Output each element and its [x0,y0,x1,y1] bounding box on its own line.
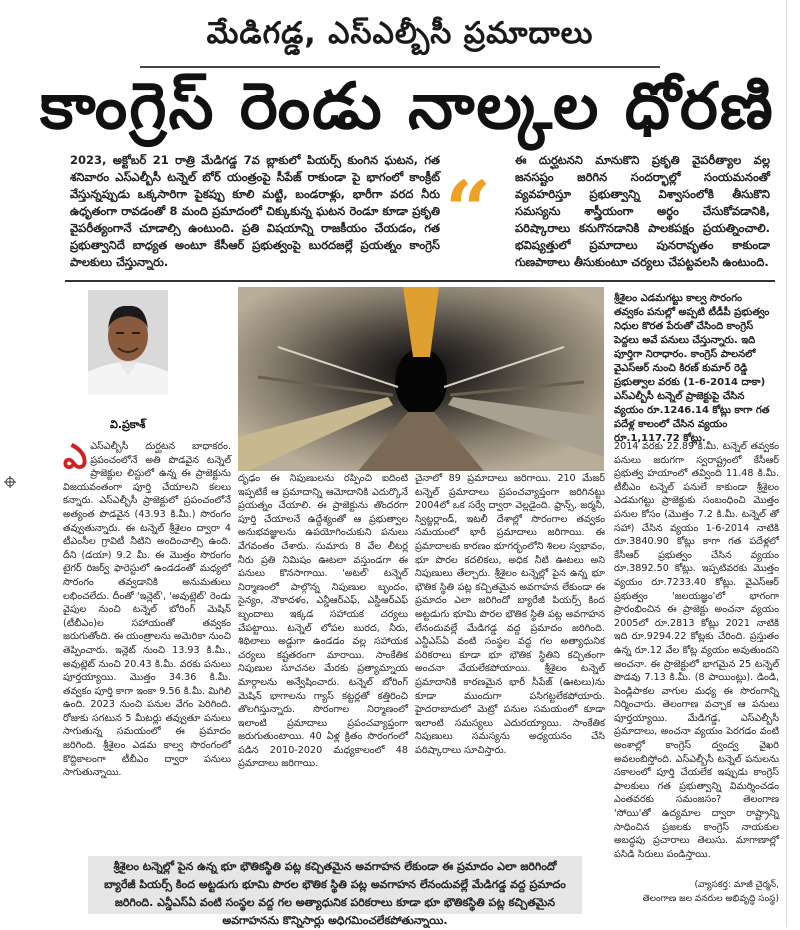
byline-role: (వ్యాసకర్త: మాజీ చైర్మన్, [694,880,779,890]
photo-caption: శ్రీశైలం ఎడమగట్టు కాల్వ సొరంగం తవ్వకం పనుల్లో అప్పటి టీడీపీ ప్రభుత్వం నిధుల కొరత పేరుతో చేసింది కాంగ్రెస్ పెద్దలు అవే పనులు చేస్తున్నారు. ఇది పూర్తిగా నిరాధారం. కాంగ్రెస్ పాలనలో వైఎస్ఆర్ నుంచి కిరణ్ కుమార్ రెడ్డి ప్రభుత్వాల వరకు (1-6-2014 దాకా) ఎస్ఎల్బీసీ టన్నెల్ ప్రాజెక్టుపై చేసిన వ్యయం రూ.1246.14 కోట్లు కాగా గత పదేళ్ల కాలంలో చేసిన వ్యయం రూ.1,117.72 కోట్లు. [614,293,770,444]
author-byline [614,878,779,914]
article-kicker: మేడిగడ్డ, ఎస్ఎల్బీసీ ప్రమాదాలు [206,16,594,51]
body-column-4: 2014 వరకు 22.89 కి.మీ. టన్నెల్ తవ్వకం పనులు జరుగగా స్వరాష్ట్రంలో కేసీఆర్ ప్రభుత్వ హయాంలో తవ్వింది 11.48 కి.మీ. టీబీఎం టన్నెల్ పనులే కాకుండా శ్రీశైలం ఎడమగట్టు ప్రాజెక్టుకు సంబంధించి మొత్తం పనుల కోసం (మొత్తం 7.2 కి.మీ. టన్నెల్ తో సహా) చేసిన వ్యయం 1-6-2014 నాటికి రూ.3840.90 కోట్లు కాగా గత పదేళ్లలో కేసీఆర్ ప్రభుత్వం చేసిన వ్యయం రూ.3892.50 కోట్లు. ఇప్పటివరకు మొత్తం వ్యయం రూ.7233.40 కోట్లు. వైఎస్ఆర్ ప్రభుత్వం 'జలయజ్ఞం'లో భాగంగా ప్రారంభించిన ఈ ప్రాజెక్టు అంచనా వ్యయం 2005లో రూ.2813 కోట్లు 2021 నాటికి ఇది రూ.9294.22 కోట్లకు చేరింది. ప్రస్తుతం ఉన్న రూ.12 వేల కోట్ల వ్యయం అవుతుందని అంచనా. ఈ ప్రాజెక్టులో భాగమైన 25 టన్నెల్ పొడవు 7.13 కి.మీ. (8 పాయింట్లు). డిండి, పెండ్లిపాకల వాగుల మధ్య ఈ సొరంగాన్ని నిర్మించారు. తెలంగాణ వచ్చాక ఆ పనులు పూర్తయ్యాయి. మేడిగడ్డ, ఎస్ఎల్బీసీ ప్రమాదాలు, అంచనా వ్యయం పెరగడం వంటి అంశాల్లో కాంగ్రెస్ ద్వంద్వ వైఖరి అవలంబిస్తోంది. ఎస్ఎల్బీసీ టన్నెల్ పనులను సకాలంలో పూర్తి చేయలేక ఇప్పుడు కాంగ్రెస్ పాలకులు గత ప్రభుత్వాన్ని విమర్శించడం ఎంతవరకు సమంజసం? తెలంగాణ 'సోయి'తో ఉద్యమాల ద్వారా రాష్ట్రాన్ని సాధించిన ప్రజలకు కాంగ్రెస్ నాయకుల అబద్ధపు ప్రచారాలు తెలుసు. మాగాణాల్లో పసిడి సిరులు పండిస్తాయి. [614,441,779,860]
page-edge [786,0,787,927]
body-column-2: దృఢం ఈ నిపుణులను రప్పించి ఐదింటి ఇప్పటికే ఆ ప్రమాదాన్ని ఆమోదానికి ఎదుర్కొనే ప్రయత్నం చేయాలి. ఈ ప్రాజెక్టును తొందరగా పూర్తి చేయాలనే ఉద్దేశ్యంతో ఆ ప్రభుత్వాల అనుభవజ్ఞులను ఉపయోగించుకుని పనులు వేగవంతం చేశారు. సుమారు 8 వేల లీటర్ల నీరు ప్రతి నిమిషం ఊటలా వస్తుండగా ఈ పనులు కొనసాగాయి. 'అటల్' టన్నెల్ నిర్మాణంలో పాల్గొన్న నిపుణుల బృందం, సైన్యం, నౌకాదళం, ఎన్డీఆర్ఎఫ్, ఎస్డీఆర్ఎఫ్ బృందాలు ఇక్కడ సహాయక చర్యలు చేపట్టాయి. టన్నెల్ లోపల బురద, నీరు, శిథిలాలు అడ్డుగా ఉండడం వల్ల సహాయక చర్యలు కష్టతరంగా మారాయి. సాంకేతిక నిపుణుల సూచనల మేరకు ప్రత్యామ్నాయ మార్గాలను అన్వేషించారు. టన్నెల్ బోరింగ్ మెషిన్ భాగాలను గ్యాస్ కట్టర్లతో కత్తిరించి తొలగిస్తున్నారు. సొరంగాల నిర్మాణంలో ఇలాంటి ప్రమాదాలు ప్రపంచవ్యాప్తంగా జరుగుతుంటాయి. 40 ఏళ్ల క్రితం సొరంగంలో పడిన 2010-2020 మధ్యకాలంలో 48 ప్రమాదాలు జరిగాయి. [238,473,408,770]
section-divider [65,280,775,282]
article-headline: కాంగ్రెస్ రెండు నాల్కల ధోరణి [40,70,775,144]
drop-cap: ఎ [63,437,88,477]
author-portrait-icon [88,290,168,395]
lead-paragraph-left: 2023, అక్టోబర్ 21 రాత్రి మేడిగడ్డ 7వ బ్లాకులో పియర్స్ కుంగిన ఘటన, గత శనివారం ఎస్ఎల్బీసీ టన్నెల్ బోర్ యంత్రంపై సీపేజ్ రాకుండా పై భాగంలో కాంక్రీట్ వేస్తున్నప్పుడు ఒక్కసారిగా పైకప్పు కూలి మట్టి, బండరాళ్లు, భారీగా వరద నీరు ఉధృతంగా రావడంతో 8 మంది ప్రమాదంలో చిక్కుకున్న ఘటన రెండూ కూడా ప్రకృతి వైపరీత్యంగానే చూడాల్సి ఉంటుంది. ప్రతి విషయాన్ని రాజకీయం చేయడం, గత ప్రభుత్వానిదే బాధ్యత అంటూ కేసీఆర్ ప్రభుత్వంపై బురదజల్లే ప్రయత్నం కాంగ్రెస్ పాలకులు చేస్తున్నారు. [70,153,440,269]
body-column-1 [63,437,231,856]
tunnel-photo [238,287,604,471]
kicker-underline [140,66,660,68]
lead-paragraph-right: ఈ దుర్ఘటనని మానుకొని ప్రకృతి వైపరీత్యాల వల్ల జనసష్టం జరిగిన సందర్భాల్లో సంయమనంతో వ్యవహరిస్తూ ప్రభుత్వాన్ని విశ్వాసంలోకి తీసుకొని సమస్యను శాస్త్రీయంగా అర్థం చేసుకోవడానికి, పరిష్కారాలు కనుగొనడానికి పాలకపక్షం ప్రయత్నించాలి. భవిష్యత్తులో ప్రమాదాలు పునరావృతం కాకుండా గుణపాఠాలు తీసుకుంటూ చర్యలు చేపట్టవలసి ఉంటుంది. [515,153,770,269]
author-photo [88,290,168,395]
author-name: వి.ప్రకాశ్ [110,418,146,431]
registration-mark-icon [4,476,16,488]
body-column-3: చైనాలో 89 ప్రమాదాలు జరిగాయి. 210 మేజర్ టన్నెల్ ప్రమాదాలు ప్రపంచవ్యాప్తంగా జరిగినట్టు 2004లో ఒక సర్వే ద్వారా వెల్లడైంది. ఫ్రాన్స్, జర్మనీ, స్విట్జర్లాండ్, ఇటలీ దేశాల్లో సొరంగాల తవ్వకం సమయంలో భారీ ప్రమాదాలు జరిగాయి. ఈ ప్రమాదాలకు కారణం భూగర్భంలోని శిలల స్వభావం, భూ పొరల కదలికలు, అధిక నీటి ఊటలు అని నిపుణులు తేల్చారు. శ్రీశైలం టన్నెల్లో పైన ఉన్న భూ భౌతిక స్థితి పట్ల కచ్చితమైన అవగాహన లేకుండా ఈ ప్రమాదం ఎలా జరిగిందో బ్యారేజీ పియర్స్ కింద అట్టడుగు భూమి పొరల భౌతిక స్థితి పట్ల అవగాహన లేనందువల్లే మేడిగడ్డ వద్ద ప్రమాదం జరిగింది. ఎన్డీఎస్ఏ వంటి సంస్థల వద్ద గల అత్యాధునిక పరికరాలు కూడా భూ భౌతిక స్థితిని కచ్చితంగా అంచనా వేయలేకపోయాయి. శ్రీశైలం టన్నెల్ ప్రమాదానికి కారణమైన భారీ సీపేజ్ (ఊటలు)ను కూడా ముందుగా పసిగట్టలేకపోయారు. హైదరాబాదులో మెట్రో పనుల సమయంలో కూడా ఇలాంటి సమస్యలు ఎదురయ్యాయి. సాంకేతిక నిపుణులు సమస్యను అధ్యయనం చేసి పరిష్కారాలు సూచిస్తారు. [415,473,605,756]
tunnel-image-icon [238,287,604,471]
body-column-1-text: ఎస్ఎల్బీసీ దుర్ఘటన బాధాకరం. ప్రపంచంలోనే అతి పొడవైన టన్నెల్ ప్రాజెక్టుల లిస్టులో ఉన్న ఈ ప్రాజెక్టును విజయవంతంగా పూర్తి చేయాలని కలలు కన్నారు. ఎస్ఎల్బీసీ ప్రాజెక్టులో ప్రపంచంలోనే అత్యంత పొడవైన (43.93 కి.మీ.) సొరంగం తవ్వుతున్నారు. ఈ టన్నెల్ శ్రీశైలం ద్వారా 4 టీఎంసీల గ్రావిటీ నీటిని అందించాల్సి ఉంది. దీని (డయా) 9.2 మీ. ఈ మొత్తం సొరంగం టైగర్ రిజర్వ్ ఫారెస్టులో ఉండడంతో మధ్యలో సొరంగం తవ్వడానికి అనుమతులు లభించలేదు. దీంతో 'ఇన్లెట్', 'అవుట్లెట్' రెండు వైపుల నుంచి టన్నెల్ బోరింగ్ మెషిన్ (టీబీఎం)ల సహాయంతో తవ్వకం జరుగుతోంది. ఈ యంత్రాలను అమెరికా నుంచి తెప్పించారు. ఇన్లెట్ నుంచి 13.93 కి.మీ., అవుట్లెట్ నుంచి 20.43 కి.మీ. వరకు పనులు పూర్తయ్యాయి. మొత్తం 34.36 కి.మీ. తవ్వకం పూర్తి కాగా ఇంకా 9.56 కి.మీ. మిగిలి ఉంది. 2023 నుంచి పనుల వేగం పెరిగింది. రోజుకు సగటున 5 మీటర్లు తవ్వుతూ పనులు సాగుతున్న సమయంలో ఈ ప్రమాదం జరిగింది. శ్రీశైలం ఎడమ కాల్వ సొరంగంలో కొద్దికాలంగా టీబీఎం ద్వారా పనులు సాగుతున్నాయి. [63,441,231,779]
byline-org: తెలంగాణ జల వనరుల అభివృద్ధి సంస్థ) [642,894,779,904]
pull-quote-box: శ్రీశైలం టన్నెల్లో పైన ఉన్న భూ భౌతికస్థితి పట్ల కచ్చితమైన అవగాహన లేకుండా ఈ ప్రమాదం ఎలా జరిగిందో బ్యారేజీ పియర్స్ కింద అట్టడుగు భూమి పొరల భౌతిక స్థితి పట్ల అవగాహన లేనందువల్లే మేడిగడ్డ వద్ద ప్రమాదం జరిగింది. ఎన్డీఎస్ఏ వంటి సంస్థల వద్ద గల అత్యాధునిక పరికరాలు కూడా భూ భౌతికస్థితి పట్ల కచ్చితమైన అవగాహనను కొన్నిసార్లు అధిగమించలేకపోతున్నాయి. [88,856,582,914]
quote-icon: “ [445,163,492,257]
